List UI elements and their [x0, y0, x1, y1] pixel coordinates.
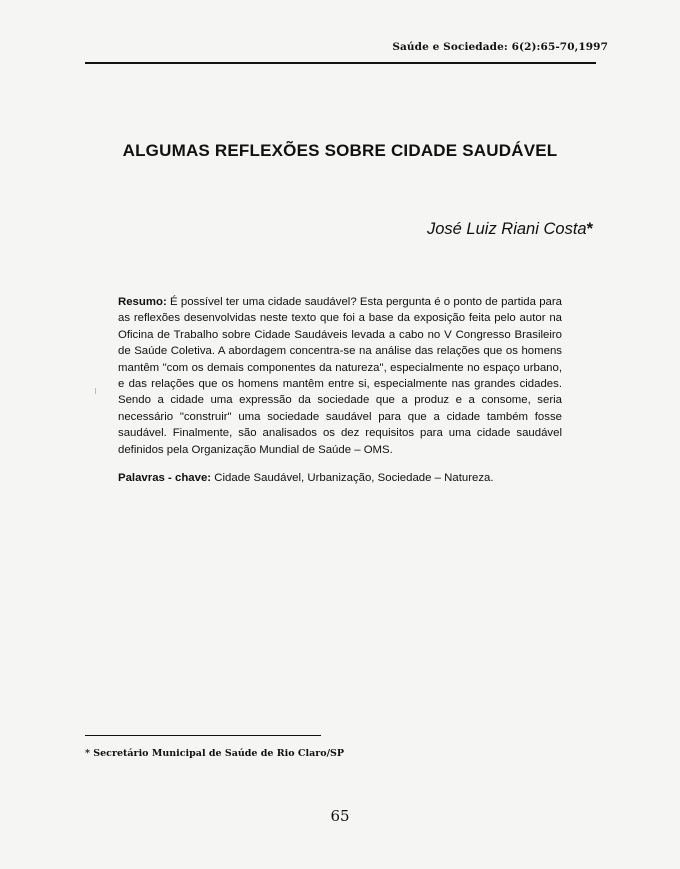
keywords-text: Cidade Saudável, Urbanização, Sociedade – Natureza. — [214, 472, 494, 484]
author-footnote-mark: * — [586, 220, 593, 238]
running-head: Saúde e Sociedade: 6(2):65-70,1997 — [392, 41, 608, 53]
footnote: * Secretário Municipal de Saúde de Rio Claro/SP — [85, 748, 345, 759]
keywords-label: Palavras - chave: — [118, 472, 212, 484]
author-line — [427, 220, 593, 239]
keywords — [118, 472, 562, 484]
header-rule — [85, 62, 596, 64]
page-number: 65 — [330, 807, 350, 825]
margin-mark — [95, 388, 96, 394]
abstract-label: Resumo: — [118, 296, 167, 308]
abstract — [118, 294, 562, 458]
footnote-rule — [85, 735, 321, 736]
article-title: ALGUMAS REFLEXÕES SOBRE CIDADE SAUDÁVEL — [122, 141, 558, 160]
abstract-text: É possível ter uma cidade saudável? Esta pergunta é o ponto de partida para as reflexões desenvolvidas neste texto que foi a base da exposição feita pelo autor na Oficina de Trabalho sobre Cidade Saudáveis levada a cabo no V Congresso Brasileiro de Saúde Coletiva. A abordagem concentra-se na análise das relações que os homens mantêm "com os demais componentes da natureza", especialmente no espaço urbano, e das relações que os homens mantêm entre si, especialmente nas grandes cidades. Sendo a cidade uma expressão da sociedade que a produz e a consome, seria necessário "construir" uma sociedade saudável para que a cidade também fosse saudável. Finalmente, são analisados os dez requisitos para uma cidade saudável definidos pela Organização Mundial de Saúde – OMS. — [118, 296, 562, 456]
author-name: José Luiz Riani Costa — [427, 220, 587, 238]
